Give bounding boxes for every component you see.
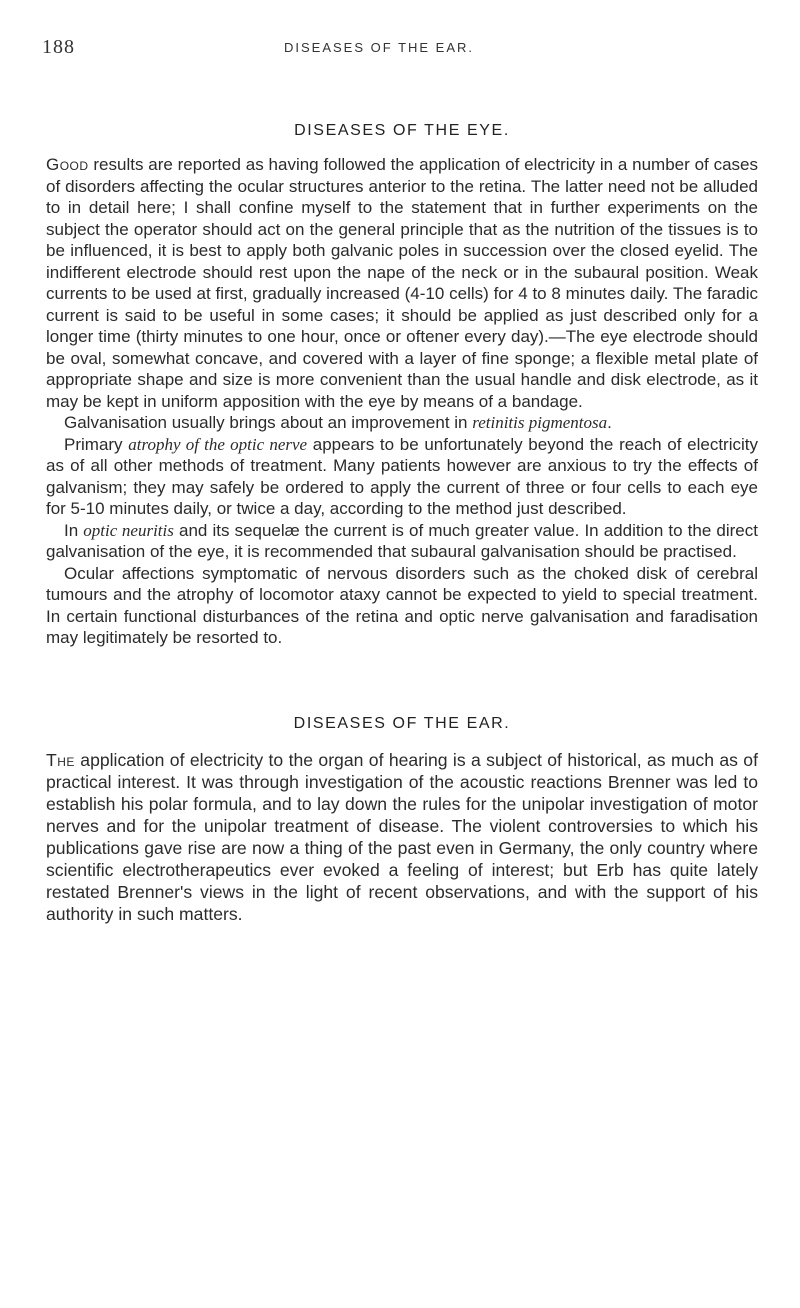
paragraph-text: Primary bbox=[64, 434, 129, 454]
paragraph-ocular-affections bbox=[46, 563, 758, 649]
paragraph-eye-intro bbox=[46, 154, 758, 412]
paragraph-text: Galvanisation usually brings about an improvement in bbox=[64, 413, 473, 432]
paragraph-text: In bbox=[64, 520, 84, 540]
italic-term: retinitis pigmentosa bbox=[472, 413, 608, 432]
paragraph-text: . bbox=[607, 413, 612, 432]
book-page bbox=[42, 0, 758, 925]
paragraph-text: application of electricity to the organ of hearing is a subject of historical, as much as of practical interest. It was through investigation of the acoustic reactions Brenner was led to establish his polar formula, and to lay down the rules for the unipolar investigation of motor nerves and for the unipolar treatment of disease. The violent controversies to which his publications gave rise are now a thing of the past even in Germany, the only country where scientific electrotherapeutics ever evoked a feeling of interest; but Erb has quite lately restated Brenner's views in the light of recent observations, and with the support of his authority in such matters. bbox=[46, 749, 758, 924]
opening-word: The bbox=[46, 749, 75, 770]
paragraph-text: and its sequelæ the current is of much greater value. In addition to the direct galvanisation of the eye, it is recommended that subaural galvanisation should be practised. bbox=[46, 520, 758, 561]
paragraph-retinitis bbox=[46, 412, 758, 434]
paragraph-text: appears to be unfortunately beyond the reach of electricity as of all other methods of treatment. Many patients however are anxious to try the effects of galvanism; they may safely be ordered to apply the current of three or four cells to each eye for 5-10 minutes daily, or twice a day, according to the method just described. bbox=[46, 434, 758, 518]
section-diseases-of-the-ear bbox=[46, 715, 758, 925]
running-head-title: DISEASES OF THE EAR. bbox=[284, 40, 475, 55]
running-head bbox=[42, 0, 758, 60]
paragraph-optic-neuritis bbox=[46, 520, 758, 563]
italic-term: optic neuritis bbox=[83, 520, 174, 540]
paragraph-text: Ocular affections symptomatic of nervous disorders such as the choked disk of cerebral tumours and the atrophy of locomotor ataxy cannot be expected to yield to special treatment. In certain functional disturbances of the retina and optic nerve galvanisation and faradisation may legitimately be resorted to. bbox=[46, 563, 758, 647]
section-diseases-of-the-eye bbox=[46, 122, 758, 649]
section-heading-ear: DISEASES OF THE EAR. bbox=[293, 714, 511, 732]
page-number: 188 bbox=[42, 36, 75, 58]
paragraph-text: results are reported as having followed the application of electricity in a number of cases of disorders affecting the ocular structures anterior to the retina. The latter need not be alluded to in detail here; I shall confine myself to the statement that in further experiments on the subject the operator should act on the general principle that as the nutrition of the tissues is to be influenced, it is best to apply both galvanic poles in succession over the closed eyelid. The indifferent electrode should rest upon the nape of the neck or in the subaural position. Weak currents to be used at first, gradually increased (4-10 cells) for 4 to 8 minutes daily. The faradic current is said to be useful in some cases; it should be applied as just described only for a longer time (thirty minutes to one hour, once or oftener every day).—The eye electrode should be oval, somewhat concave, and covered with a layer of fine sponge; a flexible metal plate of appropriate shape and size is more convenient than the usual handle and disk electrode, as it may be kept in uniform apposition with the eye by means of a bandage. bbox=[46, 155, 758, 411]
paragraph-ear-intro bbox=[46, 749, 758, 925]
italic-term: atrophy of the optic nerve bbox=[128, 434, 308, 454]
paragraph-optic-atrophy bbox=[46, 434, 758, 520]
section-heading-eye: DISEASES OF THE EYE. bbox=[294, 122, 510, 139]
opening-word: Good bbox=[46, 155, 89, 174]
